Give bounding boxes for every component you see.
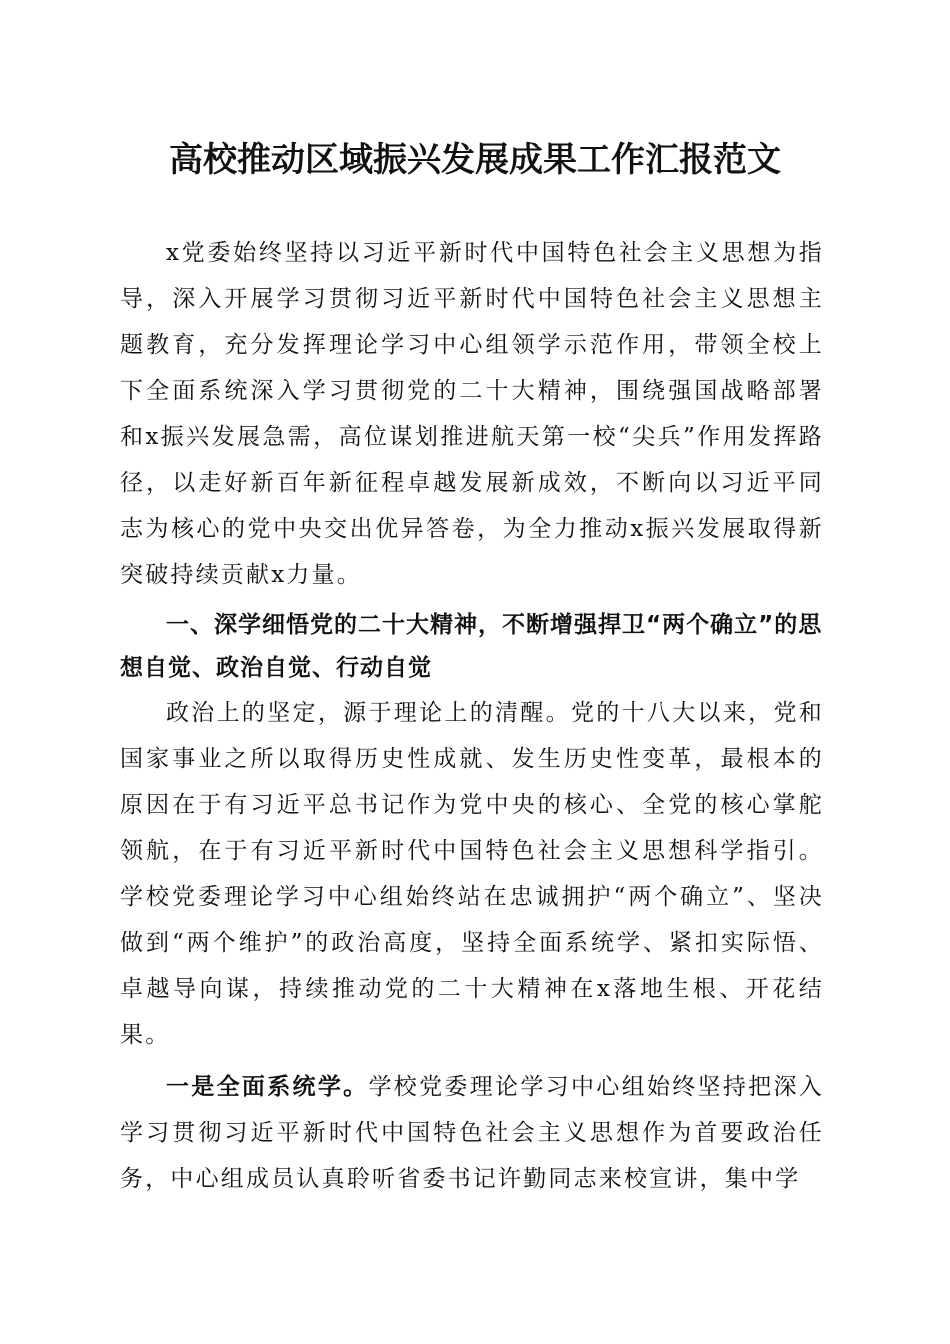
point-1-lead: 一是全面系统学。 — [166, 1073, 369, 1100]
section-1-paragraph: 政治上的坚定，源于理论上的清醒。党的十八大以来，党和国家事业之所以取得历史性成就、发生历史性变革，最根本的原因在于有习近平总书记作为党中央的核心、全党的核心掌舵领航，在于有习近平新时代中国特色社会主义思想科学指引。学校党委理论学习中心组始终站在忠诚拥护“两个确立”、坚决做到“两个维护”的政治高度，坚持全面系统学、紧扣实际悟、卓越导向谋，持续推动党的二十大精神在x落地生根、开花结果。 — [120, 700, 824, 1048]
document-body — [120, 230, 824, 1202]
point-1-text: 学校党委理论学习中心组始终坚持把深入学习贯彻习近平新时代中国特色社会主义思想作为首要政治任务，中心组成员认真聆听省委书记许勤同志来校宣讲，集中学 — [120, 1074, 824, 1192]
point-1-paragraph — [120, 1064, 824, 1202]
document-title: 高校推动区域振兴发展成果工作汇报范文 — [169, 140, 781, 180]
intro-paragraph: x党委始终坚持以习近平新时代中国特色社会主义思想为指导，深入开展学习贯彻习近平新时代中国特色社会主义思想主题教育，充分发挥理论学习中心组领学示范作用，带领全校上下全面系统深入学习贯彻党的二十大精神，围绕强国战略部署和x振兴发展急需，高位谋划推进航天第一校“尖兵”作用发挥路径，以走好新百年新征程卓越发展新成效，不断向以习近平同志为核心的党中央交出优异答卷，为全力推动x振兴发展取得新突破持续贡献x力量。 — [120, 240, 824, 588]
section-heading-1: 一、深学细悟党的二十大精神，不断增强捍卫“两个确立”的思想自觉、政治自觉、行动自觉 — [120, 612, 823, 681]
